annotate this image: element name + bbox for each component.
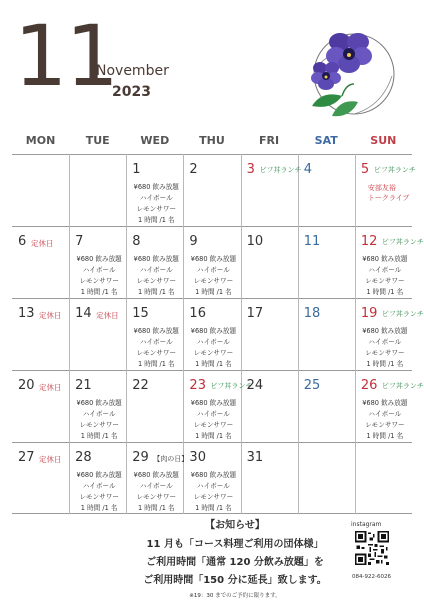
day-cell[interactable] <box>70 371 127 443</box>
day-cell[interactable] <box>299 155 356 227</box>
day-cell[interactable] <box>242 443 299 515</box>
drink-special-item2: レモンサワー <box>79 277 119 285</box>
weekday-tue: TUE <box>85 134 110 147</box>
drink-special-price: ¥680 飲み放題 <box>133 183 179 191</box>
notice-block <box>140 516 330 599</box>
day-number: 14 <box>75 306 92 321</box>
drink-special <box>358 398 412 442</box>
day-number: 21 <box>75 378 92 393</box>
notice-line-2: ご利用時間「通常 120 分飲み放題」を <box>146 557 324 568</box>
empty-day-cell <box>356 443 413 515</box>
closed-day-label: 定休日 <box>39 455 62 464</box>
event-label: ビフ丼ランチ <box>210 382 253 390</box>
drink-special-price: ¥680 飲み放題 <box>76 471 122 479</box>
day-cell[interactable] <box>184 227 241 299</box>
drink-special-limit: 1 時間 /1 名 <box>195 288 232 296</box>
drink-special-item2: レモンサワー <box>79 493 119 501</box>
empty-day-cell <box>70 155 127 227</box>
drink-special-item2: レモンサワー <box>136 493 177 501</box>
day-number: 23 <box>189 378 206 393</box>
drink-special-limit: 1 時間 /1 名 <box>80 432 118 440</box>
drink-special-item1: ハイボール <box>197 338 230 346</box>
weekday-header <box>12 134 412 154</box>
drink-special-item1: ハイボール <box>139 482 173 490</box>
day-cell[interactable] <box>127 371 184 443</box>
month-name: November <box>96 63 169 79</box>
drink-special-price: ¥680 飲み放題 <box>190 255 237 263</box>
day-cell[interactable] <box>127 443 189 515</box>
drink-special-limit: 1 時間 /1 名 <box>80 288 118 296</box>
day-cell[interactable] <box>13 443 70 515</box>
drink-special-price: ¥680 飲み放題 <box>362 399 408 407</box>
talk-live-line: 安部友裕 <box>367 184 396 192</box>
day-cell[interactable] <box>184 443 241 515</box>
drink-special <box>186 326 240 370</box>
event-label: ビフ丼ランチ <box>381 382 424 390</box>
weekday-sat: SAT <box>314 134 338 147</box>
drink-special-item1: ハイボール <box>197 482 230 490</box>
notice-line-1: 11 月も「コース料理ご利用の団体様」 <box>146 539 324 550</box>
year: 2023 <box>112 84 151 100</box>
drink-special-item2: レモンサワー <box>79 421 119 429</box>
closed-day-label: 定休日 <box>39 311 62 320</box>
day-cell[interactable] <box>356 299 424 371</box>
day-number: 2 <box>189 162 198 177</box>
day-cell[interactable] <box>299 371 356 443</box>
weekday-wed: WED <box>140 134 170 147</box>
day-cell[interactable] <box>70 227 127 299</box>
drink-special-item1: ハイボール <box>82 410 116 418</box>
drink-special-item2: レモンサワー <box>365 349 405 357</box>
day-number: 29 <box>132 450 149 465</box>
day-number: 22 <box>132 378 149 393</box>
drink-special-limit: 1 時間 /1 名 <box>366 360 404 368</box>
drink-special-limit: 1 時間 /1 名 <box>137 360 175 368</box>
day-number: 18 <box>303 306 321 321</box>
drink-special-item1: ハイボール <box>139 338 173 346</box>
day-number: 5 <box>360 162 370 177</box>
talk-live-event <box>368 183 410 203</box>
day-number: 19 <box>360 306 378 321</box>
drink-special <box>358 254 412 298</box>
day-number: 28 <box>75 450 92 465</box>
drink-special-limit: 1 時間 /1 名 <box>195 360 232 368</box>
instagram-label: instagram <box>351 521 382 528</box>
day-cell[interactable] <box>242 227 299 299</box>
day-number: 7 <box>75 234 84 249</box>
drink-special-price: ¥680 飲み放題 <box>133 471 179 479</box>
day-number: 24 <box>246 378 264 393</box>
day-number: 11 <box>303 234 321 249</box>
drink-special-item2: レモンサワー <box>136 349 177 357</box>
drink-special <box>129 254 183 298</box>
drink-special-item2: レモンサワー <box>136 205 177 213</box>
weekday-sun: SUN <box>370 134 397 147</box>
drink-special-price: ¥680 飲み放題 <box>190 327 237 335</box>
day-cell[interactable] <box>184 299 241 371</box>
day-number: 13 <box>18 306 35 321</box>
day-cell[interactable] <box>70 443 127 515</box>
drink-special <box>186 254 240 298</box>
day-cell[interactable] <box>127 299 184 371</box>
drink-special-item2: レモンサワー <box>365 421 405 429</box>
drink-special-item1: ハイボール <box>139 266 173 274</box>
day-cell[interactable] <box>184 371 253 443</box>
day-cell[interactable] <box>356 155 416 227</box>
day-cell[interactable] <box>299 299 356 371</box>
drink-special-item2: レモンサワー <box>193 421 234 429</box>
drink-special-limit: 1 時間 /1 名 <box>195 504 232 512</box>
drink-special-price: ¥680 飲み放題 <box>190 399 237 407</box>
drink-special-limit: 1 時間 /1 名 <box>195 432 232 440</box>
drink-special <box>186 398 240 442</box>
drink-special-item1: ハイボール <box>197 410 230 418</box>
event-label: ビフ丼ランチ <box>381 310 424 318</box>
drink-special-item1: ハイボール <box>368 338 402 346</box>
drink-special-item1: ハイボール <box>82 482 116 490</box>
day-number: 15 <box>132 306 149 321</box>
day-cell[interactable] <box>242 299 299 371</box>
drink-special-item2: レモンサワー <box>136 277 177 285</box>
drink-special-price: ¥680 飲み放題 <box>362 255 408 263</box>
day-number: 17 <box>246 306 264 321</box>
drink-special-price: ¥680 飲み放題 <box>133 327 179 335</box>
drink-special-item1: ハイボール <box>368 266 402 274</box>
empty-day-cell <box>13 155 70 227</box>
day-cell[interactable] <box>13 371 70 443</box>
drink-special-price: ¥680 飲み放題 <box>76 399 122 407</box>
drink-special-item1: ハイボール <box>82 266 116 274</box>
day-cell[interactable] <box>242 371 299 443</box>
drink-special-item1: ハイボール <box>368 410 402 418</box>
day-cell[interactable] <box>127 155 184 227</box>
day-cell[interactable] <box>356 227 424 299</box>
pansy-flower-illustration <box>302 28 406 122</box>
notice-footnote: ※19：30 までのご予約に限ります。 <box>189 593 281 599</box>
event-label: ビフ丼ランチ <box>381 238 424 246</box>
day-cell[interactable] <box>13 227 70 299</box>
drink-special-limit: 1 時間 /1 名 <box>137 216 175 224</box>
drink-special-item2: レモンサワー <box>365 277 405 285</box>
phone-number: 084-922-6026 <box>352 574 391 580</box>
day-number: 8 <box>132 234 141 249</box>
day-number: 9 <box>189 234 198 249</box>
drink-special <box>72 254 126 298</box>
weekday-thu: THU <box>199 134 225 147</box>
drink-special-price: ¥680 飲み放題 <box>76 255 122 263</box>
drink-special <box>129 182 183 226</box>
day-cell[interactable] <box>242 155 302 227</box>
talk-live-line: トークライブ <box>367 194 410 202</box>
special-day-label: 【肉の日】 <box>153 455 189 463</box>
drink-special <box>358 326 412 370</box>
drink-special-price: ¥680 飲み放題 <box>190 471 237 479</box>
day-number: 10 <box>246 234 264 249</box>
qr-code-icon[interactable] <box>355 531 389 565</box>
drink-special-item2: レモンサワー <box>193 277 234 285</box>
drink-special-limit: 1 時間 /1 名 <box>137 504 175 512</box>
notice-line-3: ご利用時間「150 分に延長」致します。 <box>143 575 327 586</box>
calendar-grid <box>12 154 424 514</box>
day-cell[interactable] <box>127 227 184 299</box>
day-cell[interactable] <box>13 299 70 371</box>
day-number: 12 <box>360 234 378 249</box>
drink-special-limit: 1 時間 /1 名 <box>137 288 175 296</box>
day-number: 30 <box>189 450 206 465</box>
drink-special-item2: レモンサワー <box>193 493 234 501</box>
drink-special <box>129 470 183 514</box>
day-number: 4 <box>303 162 312 177</box>
closed-day-label: 定休日 <box>31 239 54 248</box>
day-cell[interactable] <box>356 371 424 443</box>
month-number: 11 <box>14 7 117 105</box>
drink-special-limit: 1 時間 /1 名 <box>80 504 118 512</box>
day-cell[interactable] <box>70 299 127 371</box>
event-label: ビフ丼ランチ <box>259 166 302 174</box>
drink-special-item1: ハイボール <box>197 266 230 274</box>
day-number: 1 <box>132 162 141 177</box>
drink-special-limit: 1 時間 /1 名 <box>366 432 404 440</box>
weekday-mon: MON <box>25 134 56 147</box>
day-number: 26 <box>360 378 378 393</box>
day-number: 25 <box>303 378 321 393</box>
drink-special-item2: レモンサワー <box>193 349 234 357</box>
day-number: 31 <box>246 450 264 465</box>
closed-day-label: 定休日 <box>39 383 62 392</box>
drink-special-item1: ハイボール <box>139 194 173 202</box>
day-number: 6 <box>18 234 27 249</box>
drink-special <box>72 470 126 514</box>
drink-special <box>129 326 183 370</box>
day-number: 16 <box>189 306 206 321</box>
day-cell[interactable] <box>184 155 241 227</box>
drink-special <box>186 470 240 514</box>
empty-day-cell <box>299 443 356 515</box>
closed-day-label: 定休日 <box>96 311 119 320</box>
drink-special-price: ¥680 飲み放題 <box>362 327 408 335</box>
drink-special <box>72 398 126 442</box>
day-cell[interactable] <box>299 227 356 299</box>
day-number: 27 <box>18 450 35 465</box>
event-label: ビフ丼ランチ <box>373 166 416 174</box>
day-number: 20 <box>18 378 35 393</box>
day-number: 3 <box>246 162 255 177</box>
drink-special-limit: 1 時間 /1 名 <box>366 288 404 296</box>
weekday-fri: FRI <box>259 134 280 147</box>
drink-special-price: ¥680 飲み放題 <box>133 255 179 263</box>
notice-heading: 【お知らせ】 <box>205 520 265 531</box>
